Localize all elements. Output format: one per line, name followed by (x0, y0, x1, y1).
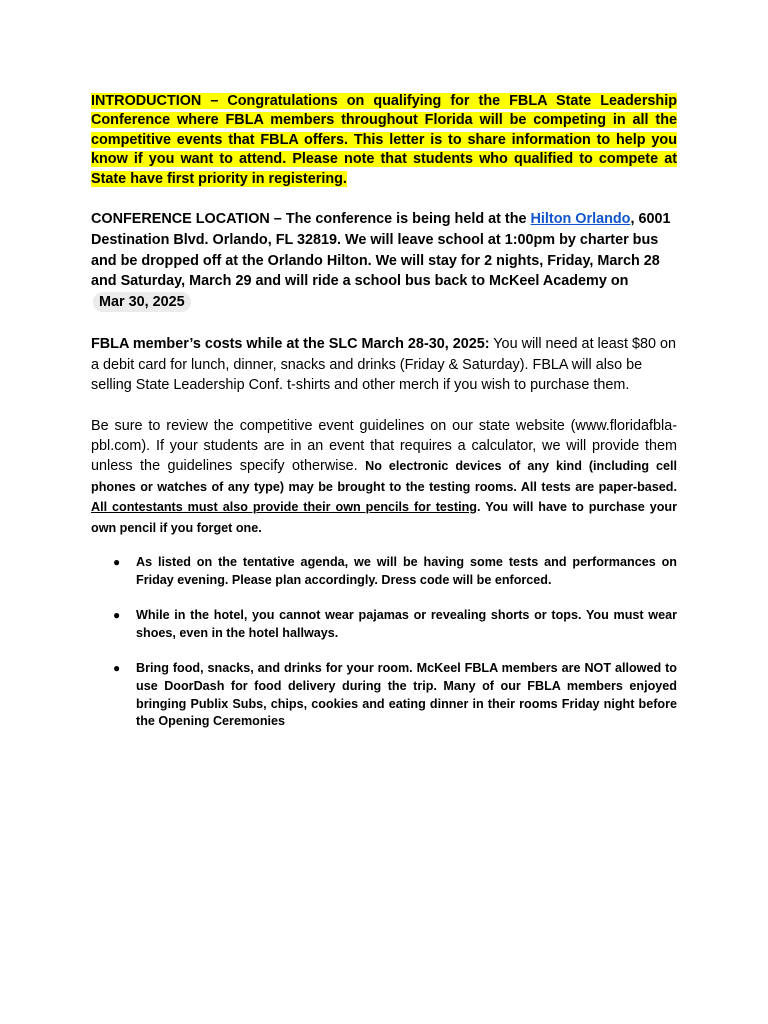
location-lead: CONFERENCE LOCATION – The conference is being held at the (91, 211, 531, 228)
return-date-chip[interactable]: Mar 30, 2025 (93, 292, 191, 312)
costs-heading: FBLA member’s costs while at the SLC March 28-30, 2025: (91, 336, 490, 353)
hilton-orlando-link[interactable]: Hilton Orlando (530, 211, 631, 228)
bullet-icon: ● (113, 661, 121, 676)
introduction-highlight: INTRODUCTION – Congratulations on qualifying for the FBLA State Leadership Conference where FBLA members throughout Florida will be competing in all the competitive events that FBLA offers. This letter is to share information to help you know if you want to attend. Please note that students who qualified to compete at State have first priority in registering. (91, 93, 677, 187)
costs-body: You will need at least $80 on a debit card for lunch, dinner, snacks and drinks (Friday & Saturday). FBLA will also be selling State Leadership Conf. t-shirts and other merch if you wish to purchase them. (91, 336, 676, 394)
conference-location-paragraph (91, 209, 677, 313)
introduction-paragraph (91, 92, 677, 189)
electronic-devices-notice: No electronic devices of any kind (including cell phones or watches of any type) may be brought to the testing rooms. All tests are paper-based (91, 459, 677, 494)
document-page (91, 92, 677, 749)
list-item (91, 607, 677, 642)
list-item (91, 660, 677, 730)
review-guidelines-paragraph (91, 416, 677, 538)
review-body: Be sure to review the competitive event guidelines on our state website (www.floridafbla-pbl.com). If your students are in an event that requires a calculator, we will provide them unless the guidelines specify otherwise. (91, 417, 677, 475)
bullet-text: While in the hotel, you cannot wear pajamas or revealing shorts or tops. You must wear shoes, even in the hotel hallways. (136, 608, 677, 640)
bullet-icon: ● (113, 608, 121, 623)
pencils-notice: All contestants must also provide their own pencils for testing (91, 500, 478, 515)
location-details: , 6001 Destination Blvd. Orlando, FL 32819. We will leave school at 1:00pm by charter bus and be dropped off at the Orlando Hilton. We will stay for 2 nights, Friday, March 28 and Saturday, March 29 and will ride a school bus back to McKeel Academy on (91, 211, 671, 290)
purchase-pencil-notice: . You will have to purchase your own pencil if you forget one. (91, 500, 677, 535)
notice-period: . (673, 479, 677, 494)
list-item (91, 554, 677, 589)
bullet-text: Bring food, snacks, and drinks for your room. McKeel FBLA members are NOT allowed to use DoorDash for food delivery during the trip. Many of our FBLA members enjoyed bringing Publix Subs, chips, cookies and eating dinner in their rooms Friday night before the Opening Ceremonies (136, 661, 677, 729)
rules-bullet-list (91, 554, 677, 731)
member-costs-paragraph (91, 334, 677, 396)
bullet-icon: ● (113, 554, 121, 569)
bullet-text: As listed on the tentative agenda, we will be having some tests and performances on Friday evening. Please plan accordingly. Dress code will be enforced. (136, 554, 677, 587)
